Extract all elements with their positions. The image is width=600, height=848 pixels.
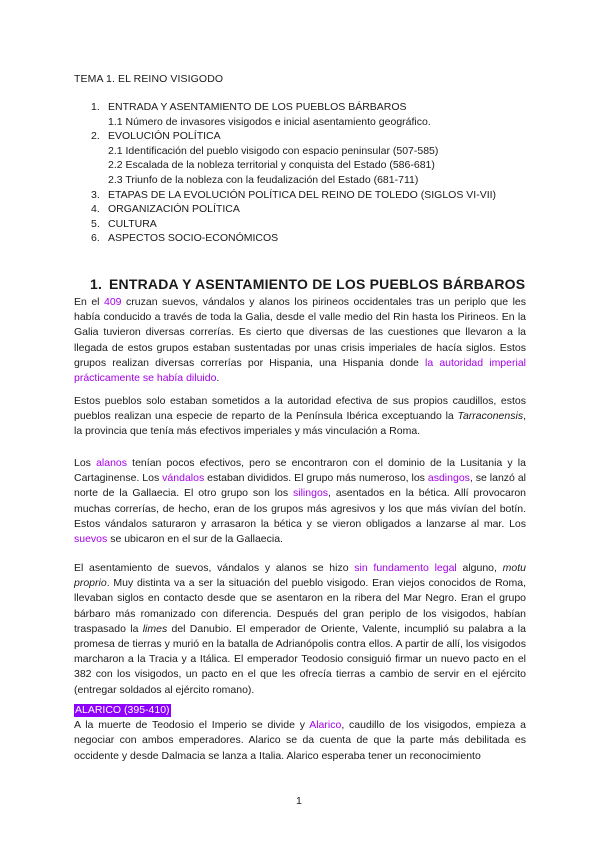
paragraph-3 <box>74 456 526 547</box>
text: Los <box>74 457 97 469</box>
highlight: sin fundamento legal <box>354 562 457 574</box>
highlight: Alarico <box>309 719 342 732</box>
text: tenían pocos efectivos, pero se encontraron con el dominio de la Lusitania y la Cartaginense. Los <box>74 457 526 485</box>
subheading-alarico: ALARICO (395-410) <box>75 704 170 716</box>
toc-label: ENTRADA Y ASENTAMIENTO DE LOS PUEBLOS BÁRBAROS <box>108 101 407 113</box>
highlight: suevos <box>74 533 108 546</box>
section-number: 1. <box>90 276 103 292</box>
highlight: 409 <box>104 296 122 308</box>
text: . <box>216 372 220 385</box>
text: El asentamiento de suevos, vándalos y alanos se hizo <box>74 562 355 574</box>
paragraph-4 <box>74 561 526 698</box>
toc-item-4 <box>74 202 544 217</box>
paragraph-5 <box>74 718 526 764</box>
toc-label: EVOLUCIÓN POLÍTICA <box>108 130 221 143</box>
toc-number: 2. <box>91 130 100 143</box>
toc-number: 4. <box>91 203 100 216</box>
section-heading <box>90 276 525 292</box>
italic-term: Tarraconensis <box>457 410 524 423</box>
toc-label: CULTURA <box>108 217 157 230</box>
italic-term: motu proprio <box>74 562 526 590</box>
toc-subitem: 2.3 Triunfo de la nobleza con la feudalización del Estado (681-711) <box>108 173 419 186</box>
section-title: ENTRADA Y ASENTAMIENTO DE LOS PUEBLOS BÁRBAROS <box>109 276 526 292</box>
toc-subitem: 1.1 Número de invasores visigodos e inicial asentamiento geográfico. <box>108 115 431 128</box>
highlight: asdingos <box>427 472 470 485</box>
text: En el <box>74 296 104 308</box>
text: A la muerte de Teodosio el Imperio se divide y <box>74 719 310 732</box>
page-number: 1 <box>296 795 302 807</box>
toc-subitem: 2.2 Escalada de la nobleza territorial y conquista del Estado (586-681) <box>108 159 435 172</box>
paragraph-1 <box>74 295 526 386</box>
highlight: vándalos <box>162 472 205 485</box>
highlight: alanos <box>96 457 128 469</box>
text: Estos pueblos solo estaban sometidos a la autoridad efectiva de sus propios caudillos, estos pueblos realizan una especie de reparto de la Península Ibérica exceptuando la <box>74 395 526 423</box>
text: , se lanzó al norte de la Gallaecia. El otro grupo son los <box>74 472 526 500</box>
text: se ubicaron en el sur de la Gallaecia. <box>107 533 283 546</box>
highlight: la autoridad imperial prácticamente se había diluido <box>74 356 526 385</box>
text: alguno, <box>456 562 503 574</box>
toc-item-5 <box>74 217 544 232</box>
toc-item-3 <box>74 188 544 203</box>
text: . Muy distinta va a ser la situación del pueblo visigodo. Eran viejos conocidos de Roma, llevaban siglos en contacto desde que se asentaron en la ribera del Mar Negro. Eran el grupo bárbaro más romanizado con diferencia. Después del gran periplo de los visigodos, habían traspasado la <box>74 577 526 635</box>
document-title: TEMA 1. EL REINO VISIGODO <box>74 73 224 85</box>
text: estaban divididos. El grupo más numeroso, los <box>204 472 428 485</box>
alarico-section <box>74 703 526 764</box>
text: cruzan suevos, vándalos y alanos los pirineos occidentales tras un periplo que les había conducido a través de toda la Galia, desde el valle medio del Rin hasta los Pirineos. En la Galia tuvieron diversas correrías. Es cierto que diversas de las cuestiones que llevaron a la llegada de estos grupos estaban sustentadas por unas crisis imperiales de hacía siglos. Estos grupos realizan diversas correrías por Hispania, una Hispania donde <box>74 296 526 369</box>
italic-term: limes <box>142 622 168 635</box>
text: , caudillo de los visigodos, empieza a negociar con ambos emperadores. Alarico se da cuenta de que la parte más debilitada es occidente y desde Dalmacia se lanza a Italia. Alarico esperaba tener un reconocimiento <box>74 719 526 762</box>
toc-label: ORGANIZACIÓN POLÍTICA <box>108 203 240 216</box>
toc-number: 3. <box>91 188 100 201</box>
toc-item-2 <box>74 129 544 144</box>
paragraph-2 <box>74 394 526 440</box>
table-of-contents <box>74 100 544 246</box>
toc-item-6 <box>74 231 544 246</box>
toc-label: ETAPAS DE LA EVOLUCIÓN POLÍTICA DEL REINO DE TOLEDO (SIGLOS VI-VII) <box>108 188 497 201</box>
toc-subitem: 2.1 Identificación del pueblo visigodo con espacio peninsular (507-585) <box>108 144 439 157</box>
text: , asentados en la bética. Allí provocaron muchas correrías, de hecho, eran de los grupos más agresivos y los que más vivían del botín. Estos vándalos saturaron y arrasaron la bética y se vieron obligados a lanzarse al mar. Los <box>74 487 527 530</box>
text: del Danubio. El emperador de Oriente, Valente, incumplió su palabra a la promesa de tierras y murió en la batalla de Adrianópolis contra ellos. A partir de allí, los visigodos marcharon a la Tracia y a Itálica. El emperador Teodosio consiguió firmar un nuevo pacto en el 382 con los visigodos, un pacto en el que les ofrecía tierras a cambio de servir en el ejército (entregar soldados al ejército romano). <box>74 622 526 696</box>
toc-number: 5. <box>91 217 100 230</box>
toc-label: ASPECTOS SOCIO-ECONÓMICOS <box>108 232 279 245</box>
text: , la provincia que tenía más efectivos imperiales y más vinculación a Roma. <box>74 410 526 438</box>
toc-number: 1. <box>91 101 100 113</box>
toc-item-1 <box>74 100 544 115</box>
highlight: silingos <box>293 487 329 500</box>
toc-number: 6. <box>91 232 100 245</box>
